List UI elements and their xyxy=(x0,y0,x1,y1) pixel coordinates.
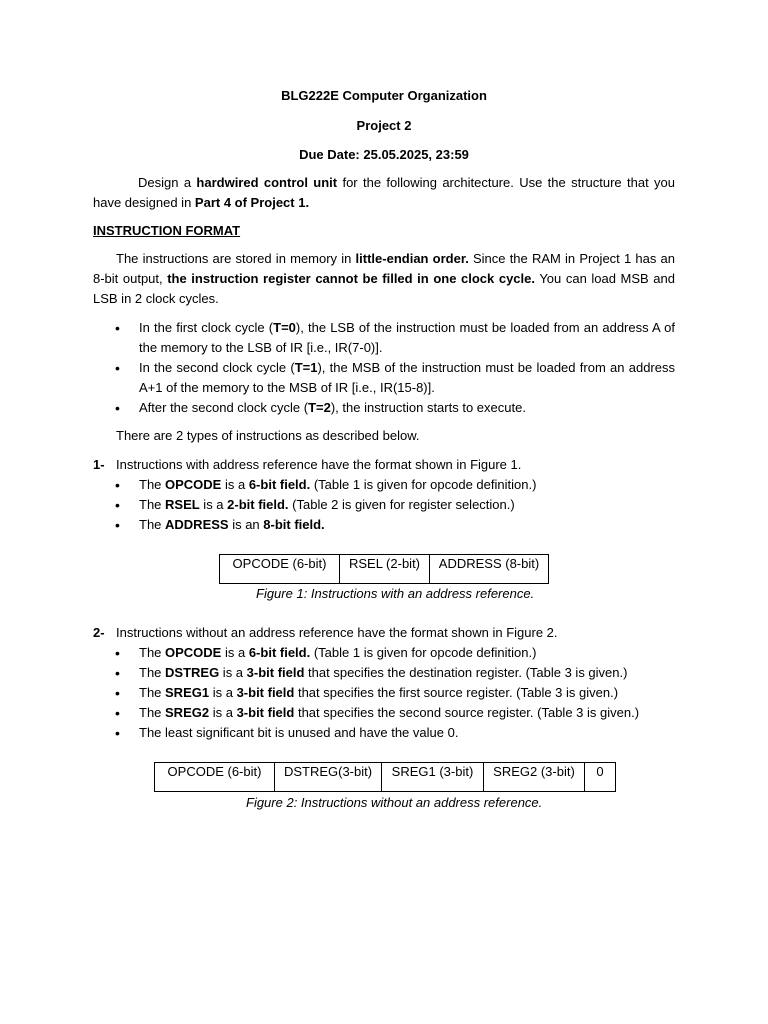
clock-cycle-list xyxy=(93,318,675,418)
type2-number: 2- xyxy=(93,625,105,640)
type1-field-list xyxy=(93,475,675,535)
list-item: • After the second clock cycle (T=2), the instruction starts to execute. xyxy=(93,398,675,418)
field-cell-dstreg: DSTREG(3-bit) xyxy=(275,763,382,792)
due-date: Due Date: 25.05.2025, 23:59 xyxy=(299,147,469,162)
storage-paragraph: The instructions are stored in memory in little-endian order. Since the RAM in Project 1 has an 8-bit output, the instruction register cannot be filled in one clock cycle. You can load MSB and LSB in 2 clock cycles. xyxy=(93,251,675,306)
field-cell-sreg2: SREG2 (3-bit) xyxy=(484,763,585,792)
list-item: • The SREG1 is a 3-bit field that specifies the first source register. (Table 3 is given.) xyxy=(93,683,675,703)
list-item: • The RSEL is a 2-bit field. (Table 2 is given for register selection.) xyxy=(93,495,675,515)
type1-description: Instructions with address reference have the format shown in Figure 1. xyxy=(116,457,522,472)
type1-number: 1- xyxy=(93,457,105,472)
list-item: • In the first clock cycle (T=0), the LSB of the instruction must be loaded from an address A of the memory to the LSB of IR [i.e., IR(7-0)]. xyxy=(93,318,675,358)
list-item: • The ADDRESS is an 8-bit field. xyxy=(93,515,675,535)
figure2-format-table xyxy=(154,762,616,792)
field-cell-address: ADDRESS (8-bit) xyxy=(430,555,549,584)
list-item: • The SREG2 is a 3-bit field that specifies the second source register. (Table 3 is given.) xyxy=(93,703,675,723)
section-heading-instruction-format: INSTRUCTION FORMAT xyxy=(93,223,241,238)
types-intro: There are 2 types of instructions as described below. xyxy=(116,428,420,443)
list-item: • In the second clock cycle (T=1), the MSB of the instruction must be loaded from an address A+1 of the memory to the MSB of IR [i.e., IR(15-8)]. xyxy=(93,358,675,398)
course-title: BLG222E Computer Organization xyxy=(281,88,487,103)
field-cell-opcode: OPCODE (6-bit) xyxy=(155,763,275,792)
figure2-caption: Figure 2: Instructions without an address reference. xyxy=(246,795,543,810)
type2-field-list xyxy=(93,643,675,743)
field-cell-opcode: OPCODE (6-bit) xyxy=(220,555,340,584)
figure1-caption: Figure 1: Instructions with an address reference. xyxy=(256,586,535,601)
intro-paragraph: Design a hardwired control unit for the following architecture. Use the structure that you have designed in Part 4 of Project 1. xyxy=(93,175,676,210)
list-item: • The OPCODE is a 6-bit field. (Table 1 is given for opcode definition.) xyxy=(93,643,675,663)
field-cell-unused-bit: 0 xyxy=(585,763,616,792)
list-item: • The OPCODE is a 6-bit field. (Table 1 is given for opcode definition.) xyxy=(93,475,675,495)
field-cell-sreg1: SREG1 (3-bit) xyxy=(382,763,484,792)
project-title: Project 2 xyxy=(356,118,412,133)
list-item: • The DSTREG is a 3-bit field that specifies the destination register. (Table 3 is given.) xyxy=(93,663,675,683)
figure1-format-table xyxy=(219,554,549,584)
field-cell-rsel: RSEL (2-bit) xyxy=(340,555,430,584)
type2-description: Instructions without an address reference have the format shown in Figure 2. xyxy=(116,625,558,640)
list-item: • The least significant bit is unused and have the value 0. xyxy=(93,723,675,743)
